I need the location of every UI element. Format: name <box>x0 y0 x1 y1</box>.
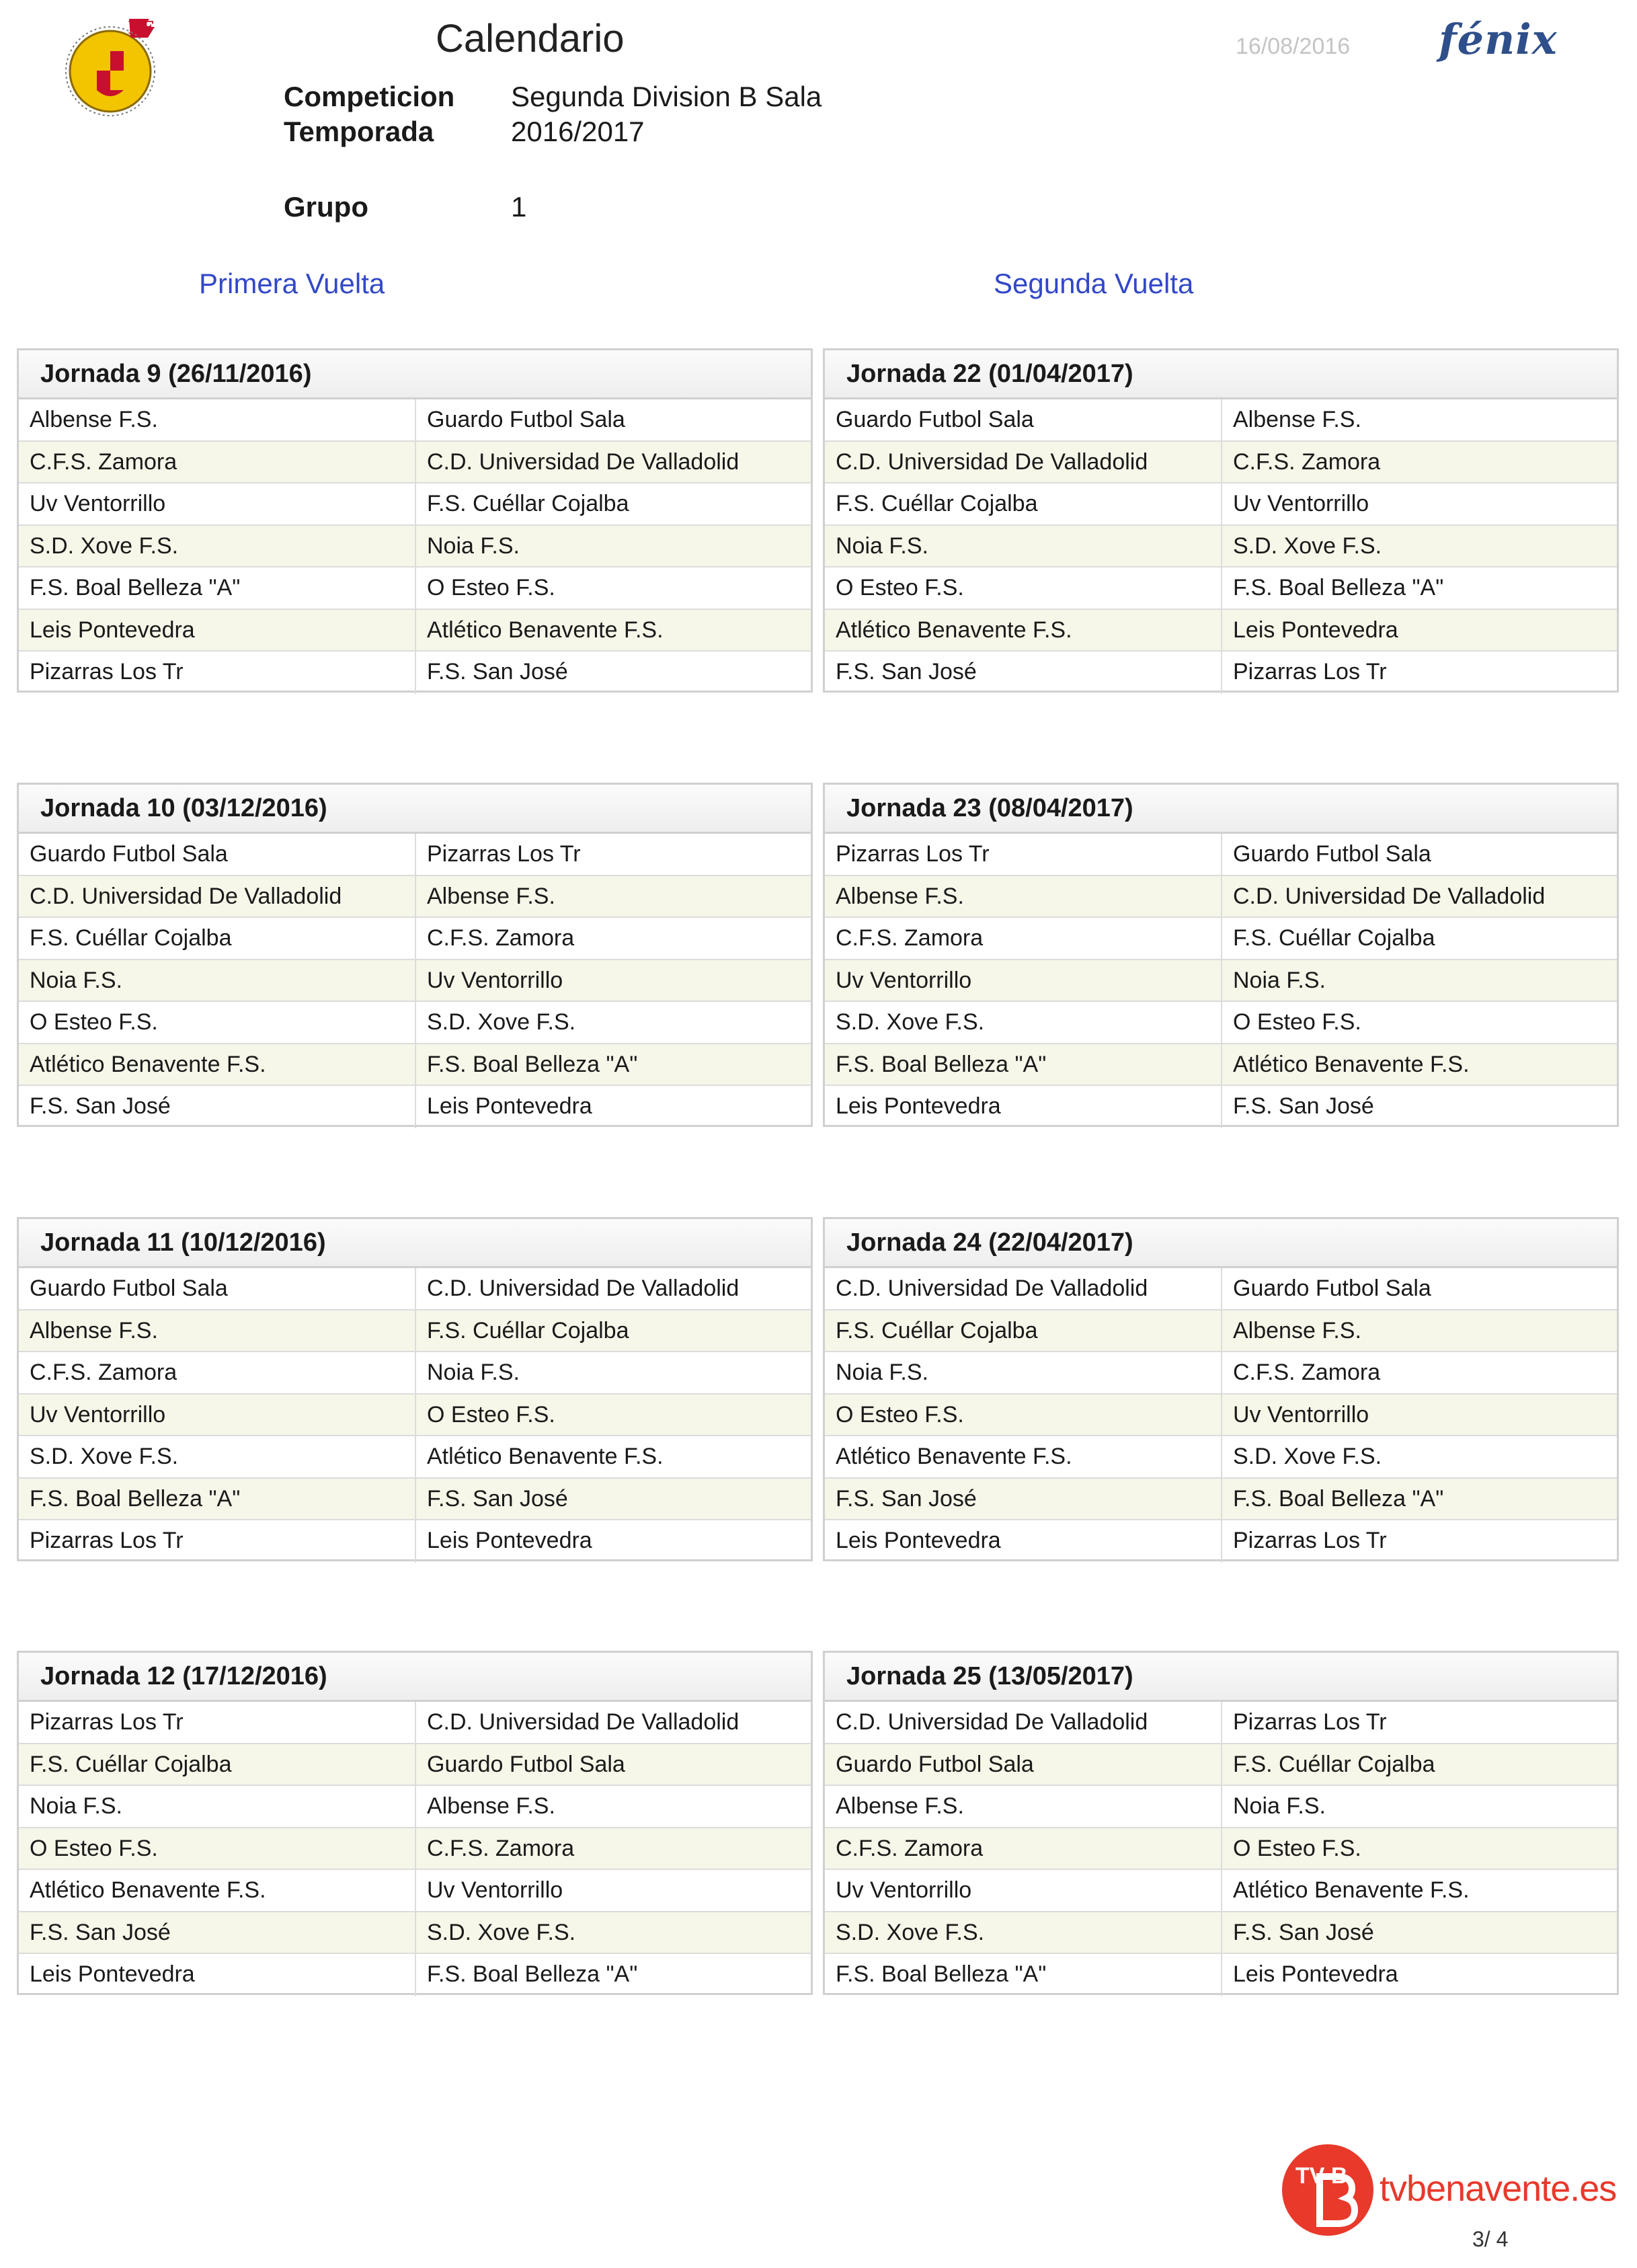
away-team: O Esteo F.S. <box>1221 1828 1617 1869</box>
away-team: S.D. Xove F.S. <box>1221 1436 1617 1477</box>
match-row <box>825 1954 1617 1996</box>
away-team: Noia F.S. <box>415 1352 811 1393</box>
home-team: Noia F.S. <box>836 533 928 559</box>
match-row <box>19 1870 811 1912</box>
away-team: C.F.S. Zamora <box>415 918 811 959</box>
match-row <box>19 1912 811 1955</box>
match-row <box>825 483 1617 526</box>
home-team: C.F.S. Zamora <box>836 925 984 951</box>
match-row <box>19 526 811 568</box>
temporada-value: 2016/2017 <box>511 116 645 147</box>
away-team: Guardo Futbol Sala <box>1221 834 1617 875</box>
page-title: Calendario <box>436 17 625 61</box>
away-team: Uv Ventorrillo <box>415 1870 811 1911</box>
away-team: Leis Pontevedra <box>415 1086 811 1128</box>
match-row <box>825 1002 1617 1044</box>
jornada-table <box>17 1217 813 1561</box>
jornada-table <box>823 783 1619 1127</box>
away-team: F.S. San José <box>1221 1912 1617 1953</box>
away-team: C.D. Universidad De Valladolid <box>415 1702 811 1743</box>
match-row <box>19 568 811 610</box>
home-team: Guardo Futbol Sala <box>30 1276 228 1301</box>
home-team: F.S. Cuéllar Cojalba <box>30 925 232 951</box>
match-row <box>19 1954 811 1996</box>
match-row <box>19 1352 811 1395</box>
match-row <box>825 1044 1617 1087</box>
match-row <box>825 526 1617 568</box>
away-team: F.S. San José <box>1221 1086 1617 1128</box>
home-team: Pizarras Los Tr <box>30 1528 184 1553</box>
away-team: C.F.S. Zamora <box>1221 1352 1617 1393</box>
home-team: F.S. San José <box>836 1485 977 1512</box>
match-row <box>825 1352 1617 1395</box>
home-team: C.F.S. Zamora <box>30 1360 177 1385</box>
match-row <box>19 1311 811 1353</box>
away-team: F.S. Boal Belleza "A" <box>1221 568 1617 609</box>
jornada-title: Jornada 11 (10/12/2016) <box>19 1219 811 1268</box>
home-team: O Esteo F.S. <box>30 1009 158 1035</box>
home-team: Uv Ventorrillo <box>836 1877 972 1903</box>
away-team: C.D. Universidad De Valladolid <box>1221 876 1617 917</box>
competicion-value: Segunda Division B Sala <box>511 81 822 112</box>
away-team: Pizarras Los Tr <box>415 834 811 875</box>
match-row <box>825 1395 1617 1437</box>
jornada-title: Jornada 9 (26/11/2016) <box>19 350 811 399</box>
tvbenavente-watermark: tvbenavente.es <box>1380 2168 1617 2209</box>
match-row <box>19 1702 811 1744</box>
match-row <box>825 960 1617 1003</box>
match-row <box>825 568 1617 610</box>
home-team: F.S. San José <box>30 1093 171 1119</box>
home-team: C.D. Universidad De Valladolid <box>836 1276 1148 1301</box>
match-row <box>19 1268 811 1311</box>
away-team: Guardo Futbol Sala <box>415 399 811 440</box>
home-team: Uv Ventorrillo <box>836 967 972 993</box>
match-row <box>19 1044 811 1087</box>
home-team: Guardo Futbol Sala <box>30 841 228 867</box>
match-row <box>19 1828 811 1871</box>
away-team: F.S. Boal Belleza "A" <box>415 1044 811 1085</box>
match-row <box>19 876 811 918</box>
match-row <box>825 1912 1617 1955</box>
home-team: F.S. Cuéllar Cojalba <box>836 491 1038 516</box>
home-team: Noia F.S. <box>836 1360 928 1385</box>
jornada-title: Jornada 25 (13/05/2017) <box>825 1653 1617 1702</box>
away-team: Uv Ventorrillo <box>415 960 811 1001</box>
away-team: O Esteo F.S. <box>1221 1002 1617 1043</box>
home-team: C.D. Universidad De Valladolid <box>836 1709 1148 1735</box>
match-row <box>19 960 811 1003</box>
home-team: O Esteo F.S. <box>836 575 964 600</box>
away-team: Pizarras Los Tr <box>1221 1702 1617 1743</box>
match-row <box>19 834 811 876</box>
home-team: Atlético Benavente F.S. <box>836 617 1072 643</box>
home-team: Guardo Futbol Sala <box>836 1751 1034 1777</box>
match-row <box>825 1702 1617 1744</box>
jornada-title: Jornada 22 (01/04/2017) <box>825 350 1617 399</box>
away-team: C.F.S. Zamora <box>1221 442 1617 483</box>
away-team: Atlético Benavente F.S. <box>415 610 811 651</box>
home-team: Guardo Futbol Sala <box>836 407 1034 432</box>
home-team: Leis Pontevedra <box>30 1961 195 1987</box>
match-row <box>825 876 1617 918</box>
away-team: S.D. Xove F.S. <box>1221 526 1617 567</box>
home-team: O Esteo F.S. <box>30 1835 158 1861</box>
home-team: C.D. Universidad De Valladolid <box>30 883 342 909</box>
away-team: F.S. San José <box>415 1479 811 1520</box>
home-team: Pizarras Los Tr <box>30 1709 184 1735</box>
home-team: F.S. Cuéllar Cojalba <box>836 1317 1038 1343</box>
away-team: C.F.S. Zamora <box>415 1828 811 1869</box>
away-team: Pizarras Los Tr <box>1221 652 1617 694</box>
match-row <box>825 1086 1617 1128</box>
match-row <box>19 399 811 442</box>
away-team: Atlético Benavente F.S. <box>1221 1044 1617 1085</box>
home-team: S.D. Xove F.S. <box>30 1444 179 1469</box>
away-team: Leis Pontevedra <box>1221 610 1617 651</box>
home-team: Leis Pontevedra <box>836 1528 1001 1553</box>
away-team: O Esteo F.S. <box>415 1395 811 1436</box>
home-team: F.S. Cuéllar Cojalba <box>30 1751 232 1777</box>
away-team: Albense F.S. <box>415 876 811 917</box>
away-team: C.D. Universidad De Valladolid <box>415 442 811 483</box>
jornada-title: Jornada 10 (03/12/2016) <box>19 785 811 834</box>
home-team: Noia F.S. <box>30 967 122 993</box>
away-team: Guardo Futbol Sala <box>415 1744 811 1785</box>
match-row <box>19 1436 811 1479</box>
away-team: F.S. San José <box>415 652 811 694</box>
match-row <box>19 442 811 484</box>
match-row <box>825 399 1617 442</box>
away-team: F.S. Cuéllar Cojalba <box>415 1311 811 1352</box>
home-team: Atlético Benavente F.S. <box>30 1051 266 1077</box>
home-team: F.S. Boal Belleza "A" <box>30 575 241 600</box>
home-team: Noia F.S. <box>30 1793 122 1819</box>
primera-vuelta-heading: Primera Vuelta <box>199 268 385 299</box>
jornada-table <box>17 1651 813 1995</box>
grupo-label: Grupo <box>284 191 368 223</box>
away-team: Albense F.S. <box>1221 399 1617 440</box>
match-row <box>825 1479 1617 1521</box>
match-row <box>19 1744 811 1787</box>
match-row <box>19 1520 811 1563</box>
home-team: F.S. Boal Belleza "A" <box>836 1961 1047 1987</box>
home-team: F.S. Boal Belleza "A" <box>836 1051 1047 1077</box>
match-row <box>825 1436 1617 1479</box>
match-row <box>19 1086 811 1128</box>
away-team: Noia F.S. <box>1221 1786 1617 1827</box>
away-team: Leis Pontevedra <box>415 1520 811 1563</box>
home-team: Atlético Benavente F.S. <box>836 1444 1072 1469</box>
match-row <box>19 918 811 960</box>
jornada-title: Jornada 23 (08/04/2017) <box>825 785 1617 834</box>
match-row <box>825 1870 1617 1912</box>
match-row <box>825 834 1617 876</box>
away-team: Atlético Benavente F.S. <box>415 1436 811 1477</box>
home-team: O Esteo F.S. <box>836 1401 964 1428</box>
away-team: C.D. Universidad De Valladolid <box>415 1268 811 1309</box>
home-team: Uv Ventorrillo <box>30 491 166 516</box>
jornada-table <box>17 348 813 693</box>
match-row <box>19 1479 811 1521</box>
away-team: Pizarras Los Tr <box>1221 1520 1617 1563</box>
jornada-table <box>823 1217 1619 1561</box>
match-row <box>825 652 1617 694</box>
home-team: Atlético Benavente F.S. <box>30 1877 266 1903</box>
away-team: Albense F.S. <box>415 1786 811 1827</box>
home-team: Leis Pontevedra <box>836 1093 1001 1119</box>
home-team: F.S. San José <box>836 659 977 685</box>
jornada-title: Jornada 12 (17/12/2016) <box>19 1653 811 1702</box>
home-team: S.D. Xove F.S. <box>836 1009 985 1035</box>
match-row <box>825 1786 1617 1828</box>
page-number: 3/ 4 <box>1472 2227 1509 2251</box>
jornada-table <box>823 348 1619 693</box>
away-team: Atlético Benavente F.S. <box>1221 1870 1617 1911</box>
match-row <box>825 1311 1617 1353</box>
home-team: C.F.S. Zamora <box>30 448 177 475</box>
match-row <box>825 442 1617 484</box>
temporada-label: Temporada <box>284 116 434 147</box>
fenix-logo: fénix <box>1439 15 1558 64</box>
home-team: S.D. Xove F.S. <box>30 533 179 559</box>
match-row <box>19 610 811 652</box>
match-row <box>19 1395 811 1437</box>
tvb-logo-text: TV B <box>1295 2163 1348 2189</box>
home-team: Albense F.S. <box>836 1793 964 1819</box>
away-team: Leis Pontevedra <box>1221 1954 1617 1996</box>
away-team: Albense F.S. <box>1221 1311 1617 1352</box>
jornada-title: Jornada 24 (22/04/2017) <box>825 1219 1617 1268</box>
away-team: Uv Ventorrillo <box>1221 483 1617 524</box>
home-team: Pizarras Los Tr <box>30 659 184 685</box>
away-team: Noia F.S. <box>1221 960 1617 1001</box>
home-team: C.D. Universidad De Valladolid <box>836 448 1148 475</box>
home-team: Albense F.S. <box>30 1317 158 1343</box>
tvbenavente-logo <box>1281 2143 1375 2237</box>
match-row <box>825 610 1617 652</box>
home-team: Pizarras Los Tr <box>836 841 990 867</box>
away-team: O Esteo F.S. <box>415 568 811 609</box>
away-team: F.S. Cuéllar Cojalba <box>415 483 811 524</box>
home-team: F.S. San José <box>30 1919 171 1945</box>
away-team: F.S. Boal Belleza "A" <box>1221 1479 1617 1520</box>
match-row <box>825 1268 1617 1311</box>
away-team: S.D. Xove F.S. <box>415 1912 811 1953</box>
home-team: F.S. Boal Belleza "A" <box>30 1485 241 1512</box>
away-team: F.S. Cuéllar Cojalba <box>1221 1744 1617 1785</box>
segunda-vuelta-heading: Segunda Vuelta <box>994 268 1194 299</box>
jornada-table <box>823 1651 1619 1995</box>
match-row <box>825 918 1617 960</box>
home-team: Leis Pontevedra <box>30 617 195 643</box>
away-team: S.D. Xove F.S. <box>415 1002 811 1043</box>
match-row <box>19 1786 811 1828</box>
match-row <box>825 1828 1617 1871</box>
home-team: C.F.S. Zamora <box>836 1835 984 1861</box>
home-team: Uv Ventorrillo <box>30 1401 166 1428</box>
away-team: Uv Ventorrillo <box>1221 1395 1617 1436</box>
away-team: Noia F.S. <box>415 526 811 567</box>
away-team: F.S. Cuéllar Cojalba <box>1221 918 1617 959</box>
match-row <box>825 1744 1617 1787</box>
home-team: Albense F.S. <box>836 883 964 909</box>
match-row <box>19 483 811 526</box>
rfef-logo <box>62 12 176 120</box>
jornada-table <box>17 783 813 1127</box>
svg-text:EF: EF <box>128 18 154 38</box>
away-team: Guardo Futbol Sala <box>1221 1268 1617 1309</box>
grupo-value: 1 <box>511 191 527 223</box>
home-team: S.D. Xove F.S. <box>836 1919 985 1945</box>
match-row <box>19 652 811 694</box>
home-team: Albense F.S. <box>30 407 158 432</box>
match-row <box>825 1520 1617 1563</box>
print-date: 16/08/2016 <box>1236 34 1351 59</box>
away-team: F.S. Boal Belleza "A" <box>415 1954 811 1996</box>
competicion-label: Competicion <box>284 81 455 112</box>
match-row <box>19 1002 811 1044</box>
